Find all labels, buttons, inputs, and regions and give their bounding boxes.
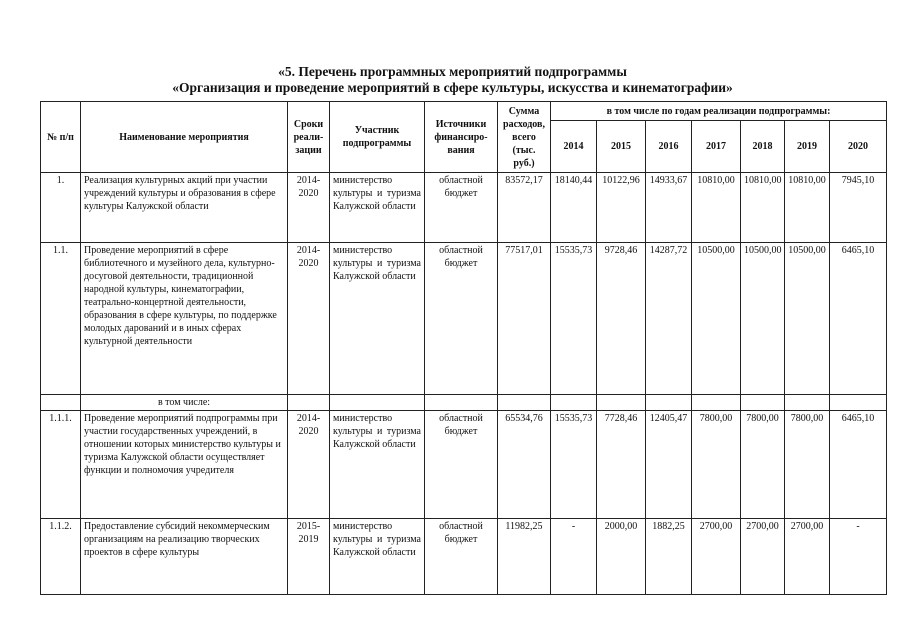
row-sum: 77517,01 [498, 243, 551, 395]
row-year-value: 7728,46 [597, 411, 646, 519]
row-year-value: 7800,00 [741, 411, 785, 519]
subheading-empty-cell [41, 395, 81, 411]
header-year: 2020 [830, 121, 887, 173]
document-title-line1: «5. Перечень программных мероприятий подпрограммы [278, 64, 627, 79]
row-year-value: 15535,73 [551, 411, 597, 519]
row-year-value: 1882,25 [646, 519, 692, 595]
header-name: Наименование мероприятия [81, 102, 288, 173]
row-year-value: 9728,46 [597, 243, 646, 395]
row-year-value: 7945,10 [830, 173, 887, 243]
row-year-value: 7800,00 [785, 411, 830, 519]
table-header-row [41, 102, 887, 121]
subheading-empty-cell [597, 395, 646, 411]
row-year-value: 10500,00 [741, 243, 785, 395]
header-year: 2018 [741, 121, 785, 173]
row-sum: 65534,76 [498, 411, 551, 519]
row-year-value: 10810,00 [692, 173, 741, 243]
subheading-empty-cell [551, 395, 597, 411]
row-year-value: 10122,96 [597, 173, 646, 243]
row-source: областной бюджет [425, 411, 498, 519]
subheading-empty-cell [830, 395, 887, 411]
row-year-value: 18140,44 [551, 173, 597, 243]
header-participant: Участник подпрограммы [330, 102, 425, 173]
row-year-value: 14933,67 [646, 173, 692, 243]
header-source: Источники финансиро-вания [425, 102, 498, 173]
subheading-empty-cell [741, 395, 785, 411]
row-year-value: 10500,00 [692, 243, 741, 395]
row-term: 2014-2020 [288, 243, 330, 395]
row-participant: министерство культуры и туризма Калужской области [330, 173, 425, 243]
row-num: 1.1. [41, 243, 81, 395]
row-sum: 83572,17 [498, 173, 551, 243]
row-year-value: 6465,10 [830, 243, 887, 395]
row-num: 1.1.2. [41, 519, 81, 595]
row-year-value: 10810,00 [741, 173, 785, 243]
subheading-empty-cell [785, 395, 830, 411]
subheading-empty-cell [692, 395, 741, 411]
row-name: Проведение мероприятий подпрограммы при участии государственных учреждений, в отношении которых министерство культуры и туризма Калужской области осуществляет функции и полномочия учредителя [81, 411, 288, 519]
header-year: 2014 [551, 121, 597, 173]
subheading-empty-cell [646, 395, 692, 411]
document-title-line2: «Организация и проведение мероприятий в сфере культуры, искусства и кинематографии» [172, 80, 733, 95]
row-num: 1. [41, 173, 81, 243]
row-year-value: 7800,00 [692, 411, 741, 519]
row-name: Проведение мероприятий в сфере библиотечного и музейного дела, культурно-досуговой деятельности, традиционной народной культуры, кинематографии, театрально-концертной деятельности, образования в сфере культуры, по поддержке молодых дарований и в иных сферах культурной деятельности [81, 243, 288, 395]
subheading-empty-cell [288, 395, 330, 411]
row-num: 1.1.1. [41, 411, 81, 519]
row-name: Предоставление субсидий некоммерческим организациям на реализацию творческих проектов в сфере культуры [81, 519, 288, 595]
table-row [41, 411, 887, 519]
table-row [41, 519, 887, 595]
row-year-value: 2700,00 [741, 519, 785, 595]
table-row [41, 173, 887, 243]
header-sum: Сумма расходов, всего (тыс. руб.) [498, 102, 551, 173]
row-year-value: - [551, 519, 597, 595]
row-term: 2015-2019 [288, 519, 330, 595]
header-year: 2016 [646, 121, 692, 173]
row-year-value: 2700,00 [785, 519, 830, 595]
row-participant: министерство культуры и туризма Калужской области [330, 519, 425, 595]
subheading-empty-cell [498, 395, 551, 411]
row-term: 2014-2020 [288, 411, 330, 519]
row-source: областной бюджет [425, 173, 498, 243]
row-source: областной бюджет [425, 243, 498, 395]
header-year: 2017 [692, 121, 741, 173]
subheading-empty-cell [330, 395, 425, 411]
header-term: Сроки реали-зации [288, 102, 330, 173]
subheading-empty-cell [425, 395, 498, 411]
row-year-value: 6465,10 [830, 411, 887, 519]
row-source: областной бюджет [425, 519, 498, 595]
table-subheading-row [41, 395, 887, 411]
subheading: в том числе: [81, 395, 288, 411]
row-year-value: 10810,00 [785, 173, 830, 243]
header-year: 2019 [785, 121, 830, 173]
row-year-value: 12405,47 [646, 411, 692, 519]
row-sum: 11982,25 [498, 519, 551, 595]
row-year-value: 14287,72 [646, 243, 692, 395]
row-year-value: 15535,73 [551, 243, 597, 395]
row-year-value: 10500,00 [785, 243, 830, 395]
row-participant: министерство культуры и туризма Калужской области [330, 243, 425, 395]
row-year-value: - [830, 519, 887, 595]
table-row [41, 243, 887, 395]
header-years-group: в том числе по годам реализации подпрограммы: [551, 102, 887, 121]
row-year-value: 2000,00 [597, 519, 646, 595]
header-year: 2015 [597, 121, 646, 173]
header-num: № п/п [41, 102, 81, 173]
row-term: 2014-2020 [288, 173, 330, 243]
program-activities-table [40, 101, 887, 595]
row-name: Реализация культурных акций при участии учреждений культуры и образования в сфере культуры Калужской области [81, 173, 288, 243]
row-participant: министерство культуры и туризма Калужской области [330, 411, 425, 519]
row-year-value: 2700,00 [692, 519, 741, 595]
